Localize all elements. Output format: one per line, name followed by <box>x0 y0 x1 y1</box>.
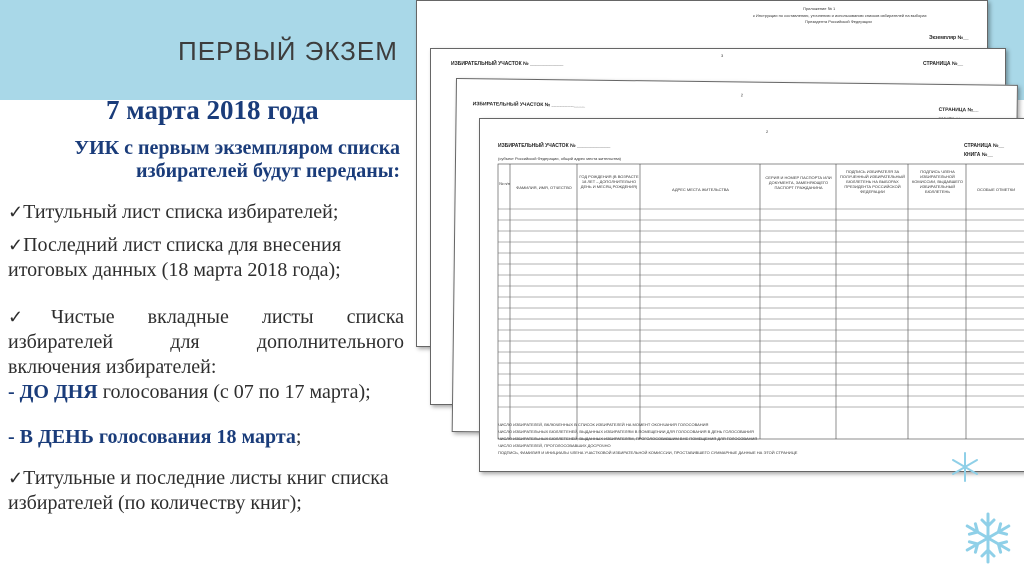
before-day-text: голосования (с 07 по 17 марта); <box>97 381 371 403</box>
word: вкладные <box>147 306 229 328</box>
appendix-label: Приложение № 1 <box>803 6 836 11</box>
item-last-sheet <box>8 233 341 283</box>
page-label: СТРАНИЦА №__ <box>964 143 1005 149</box>
column-header-member-signature: ПОДПИСЬ ЧЛЕНА ИЗБИРАТЕЛЬНОЙ КОМИССИИ, ВЫДАВШЕГО ИЗБИРАТЕЛЬНЫЙ БЮЛЛЕТЕНЬ <box>912 169 963 194</box>
column-header-notes: ОСОБЫЕ ОТМЕТКИ <box>976 187 1016 192</box>
copy-number: Экземпляр №__ <box>929 35 969 41</box>
book-label: КНИГА №__ <box>964 152 993 158</box>
item-text: Последний лист списка для внесения <box>23 234 342 256</box>
item-line-3: включения избирателей: <box>8 356 217 378</box>
item-line-2 <box>8 330 404 355</box>
word: списка <box>346 306 405 328</box>
on-day-text: ; <box>295 426 302 448</box>
appendix-subtitle: к Инструкции по составлению, уточнению и использованию списков избирателей на выборах <box>753 13 927 18</box>
item-line-4 <box>8 380 404 405</box>
uik-heading-line-1: УИК с первым экземпляром списка <box>74 137 400 159</box>
item-books <box>8 466 389 516</box>
date-heading: 7 марта 2018 года <box>106 95 319 125</box>
item-line-1 <box>8 305 404 330</box>
footer-line: ПОДПИСЬ, ФАМИЛИЯ И ИНИЦИАЛЫ ЧЛЕНА УЧАСТКОВОЙ ИЗБИРАТЕЛЬНОЙ КОМИССИИ, ПРОСТАВИВШЕГО СУММАРНЫЕ ДАННЫЕ НА ЭТОЙ СТРАНИЦЕ <box>498 450 798 455</box>
footer-line: ЧИСЛО ИЗБИРАТЕЛЕЙ, ПРОГОЛОСОВАВШИХ ДОСРОЧНО <box>498 443 611 448</box>
document-front-sheet <box>479 118 1024 472</box>
district-label: ИЗБИРАТЕЛЬНЫЙ УЧАСТОК № ____________ <box>498 143 611 149</box>
slide-title: ПЕРВЫЙ ЭКЗЕМ <box>178 36 398 66</box>
item-text-line-2: избирателей (по количеству книг); <box>8 492 302 514</box>
column-header-voter-signature: ПОДПИСЬ ИЗБИРАТЕЛЯ ЗА ПОЛУЧЕННЫЙ ИЗБИРАТЕЛЬНЫЙ БЮЛЛЕТЕНЬ НА ВЫБОРАХ ПРЕЗИДЕНТА РОССИЙСКОЙ ФЕДЕРАЦИИ <box>840 169 905 194</box>
appendix-subtitle-2: Президента Российской Федерации <box>805 19 872 24</box>
page-label: СТРАНИЦА №__ <box>938 106 979 114</box>
column-header-name: ФАМИЛИЯ, ИМЯ, ОТЧЕСТВО <box>516 185 572 190</box>
word: для <box>170 331 200 353</box>
column-header-passport: СЕРИЯ И НОМЕР ПАСПОРТА ИЛИ ДОКУМЕНТА, ЗАМЕНЯЮЩЕГО ПАСПОРТ ГРАЖДАНИНА <box>765 175 832 190</box>
item-title-sheet <box>8 200 338 225</box>
item-text: Титульный лист списка избирателей; <box>23 201 339 223</box>
item-blank-sheets <box>8 305 404 405</box>
checkmark-icon: ✓ <box>8 468 24 488</box>
column-header-address: АДРЕС МЕСТА ЖИТЕЛЬСТВА <box>672 187 729 192</box>
item-text-line-2: итоговых данных (18 марта 2018 года); <box>8 259 341 281</box>
snowflake-icon <box>960 510 1016 566</box>
footer-line: ЧИСЛО ИЗБИРАТЕЛЬНЫХ БЮЛЛЕТЕНЕЙ, ВЫДАННЫХ ИЗБИРАТЕЛЯМ В ПОМЕЩЕНИИ ДЛЯ ГОЛОСОВАНИЯ В ДЕНЬ ГОЛОСОВАНИЯ <box>498 429 754 434</box>
column-header-number: № п/п <box>499 181 510 186</box>
column-header-birth-year: ГОД РОЖДЕНИЯ (В ВОЗРАСТЕ 18 ЛЕТ – ДОПОЛНИТЕЛЬНО ДЕНЬ И МЕСЯЦ РОЖДЕНИЯ) <box>579 174 639 189</box>
item-on-day <box>8 425 301 450</box>
sheet-page-number: 3 <box>721 53 724 58</box>
checkmark-icon: ✓ <box>8 202 24 222</box>
sheet-page-number: 2 <box>740 92 744 98</box>
snowflake-icon <box>948 450 982 484</box>
word: дополнительного <box>256 331 404 353</box>
uik-heading <box>0 137 400 183</box>
subject-label: (субъект Российской Федерации, общий адрес места жительства) <box>498 156 621 161</box>
item-text: Титульные и последние листы книг списка <box>23 467 389 489</box>
footer-line: ЧИСЛО ИЗБИРАТЕЛЬНЫХ БЮЛЛЕТЕНЕЙ, ВЫДАННЫХ ИЗБИРАТЕЛЯМ, ПРОГОЛОСОВАВШИМ ВНЕ ПОМЕЩЕНИЯ ДЛЯ ГОЛОСОВАНИЯ <box>498 436 758 441</box>
district-label: ИЗБИРАТЕЛЬНЫЙ УЧАСТОК № ____________ <box>451 61 564 67</box>
word: избирателей <box>8 331 114 353</box>
before-day-label: - ДО ДНЯ <box>8 381 98 403</box>
checkmark-icon: ✓ <box>8 235 24 255</box>
uik-heading-line-2: избирателей будут переданы: <box>136 160 400 182</box>
sheet-page-number: 2 <box>766 129 769 134</box>
word: Чистые <box>51 306 115 328</box>
checkmark-icon: ✓ <box>8 307 52 327</box>
district-label: ИЗБИРАТЕЛЬНЫЙ УЧАСТОК № ____________ <box>472 101 586 109</box>
page-label: СТРАНИЦА №__ <box>923 61 964 67</box>
footer-line: ЧИСЛО ИЗБИРАТЕЛЕЙ, ВКЛЮЧЕННЫХ В СПИСОК ИЗБИРАТЕЛЕЙ НА МОМЕНТ ОКОНЧАНИЯ ГОЛОСОВАНИЯ <box>498 422 709 427</box>
on-day-label: - В ДЕНЬ голосования 18 марта <box>8 426 296 448</box>
word: листы <box>261 306 314 328</box>
